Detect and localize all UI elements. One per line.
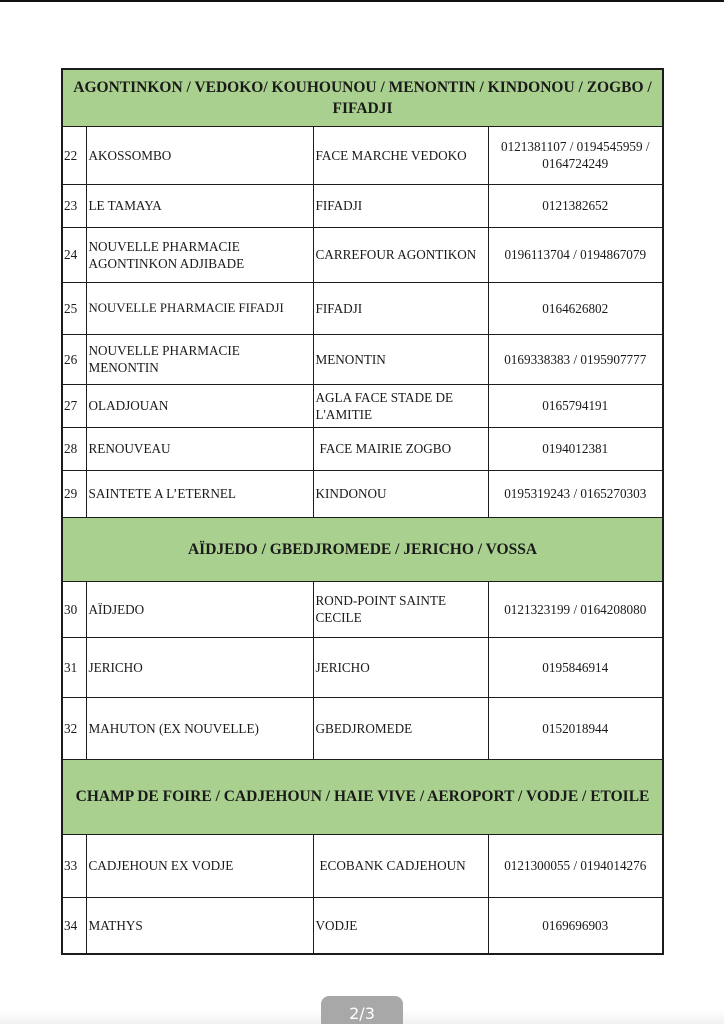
- pharmacy-phone: 0195846914: [488, 637, 663, 697]
- pharmacy-name: MATHYS: [86, 897, 313, 954]
- row-number: 22: [62, 126, 86, 184]
- table-row: [62, 184, 663, 227]
- row-number: 23: [62, 184, 86, 227]
- section-title: CHAMP DE FOIRE / CADJEHOUN / HAIE VIVE / AEROPORT / VODJE / ETOILE: [62, 759, 663, 834]
- table-row: [62, 834, 663, 897]
- pharmacy-location: KINDONOU: [313, 470, 488, 517]
- pharmacy-phone: 0164626802: [488, 282, 663, 334]
- pharmacy-name: JERICHO: [86, 637, 313, 697]
- row-number: 33: [62, 834, 86, 897]
- pharmacy-phone: 0121382652: [488, 184, 663, 227]
- pharmacy-phone: 0196113704 / 0194867079: [488, 227, 663, 282]
- row-number: 29: [62, 470, 86, 517]
- pharmacy-phone: 0152018944: [488, 697, 663, 759]
- pharmacy-name: CADJEHOUN EX VODJE: [86, 834, 313, 897]
- pharmacy-location: FIFADJI: [313, 184, 488, 227]
- section-header: [62, 759, 663, 834]
- row-number: 26: [62, 334, 86, 384]
- row-number: 27: [62, 384, 86, 427]
- row-number: 28: [62, 427, 86, 470]
- pharmacy-phone: 0195319243 / 0165270303: [488, 470, 663, 517]
- table-row: [62, 470, 663, 517]
- top-border: [0, 0, 724, 2]
- pharmacy-name: AKOSSOMBO: [86, 126, 313, 184]
- pharmacy-name: AÏDJEDO: [86, 581, 313, 637]
- pharmacy-phone: 0121323199 / 0164208080: [488, 581, 663, 637]
- pharmacy-location: JERICHO: [313, 637, 488, 697]
- pharmacy-location: ECOBANK CADJEHOUN: [313, 834, 488, 897]
- pharmacy-location: ROND-POINT SAINTE CECILE: [313, 581, 488, 637]
- pharmacy-table: [61, 68, 664, 955]
- pharmacy-phone: 0169338383 / 0195907777: [488, 334, 663, 384]
- pharmacy-name: NOUVELLE PHARMACIE AGONTINKON ADJIBADE: [86, 227, 313, 282]
- table-row: [62, 897, 663, 954]
- pharmacy-name: RENOUVEAU: [86, 427, 313, 470]
- pharmacy-location: MENONTIN: [313, 334, 488, 384]
- pharmacy-phone: 0194012381: [488, 427, 663, 470]
- pharmacy-location: FIFADJI: [313, 282, 488, 334]
- table-row: [62, 384, 663, 427]
- row-number: 31: [62, 637, 86, 697]
- pharmacy-phone: 0165794191: [488, 384, 663, 427]
- pharmacy-name: MAHUTON (EX NOUVELLE): [86, 697, 313, 759]
- pharmacy-phone: 0121381107 / 0194545959 / 0164724249: [488, 126, 663, 184]
- row-number: 24: [62, 227, 86, 282]
- table-row: [62, 227, 663, 282]
- pharmacy-location: AGLA FACE STADE DE L'AMITIE: [313, 384, 488, 427]
- table-row: [62, 282, 663, 334]
- pharmacy-phone: 0169696903: [488, 897, 663, 954]
- pharmacy-name: SAINTETE A L’ETERNEL: [86, 470, 313, 517]
- pharmacy-name: NOUVELLE PHARMACIE FIFADJI: [86, 282, 313, 334]
- page-indicator: 2/3: [321, 996, 403, 1024]
- pharmacy-name: OLADJOUAN: [86, 384, 313, 427]
- pharmacy-location: VODJE: [313, 897, 488, 954]
- section-header: [62, 69, 663, 126]
- pharmacy-name: NOUVELLE PHARMACIE MENONTIN: [86, 334, 313, 384]
- pharmacy-name: LE TAMAYA: [86, 184, 313, 227]
- row-number: 34: [62, 897, 86, 954]
- row-number: 25: [62, 282, 86, 334]
- pharmacy-location: FACE MAIRIE ZOGBO: [313, 427, 488, 470]
- table-row: [62, 126, 663, 184]
- section-title: AÏDJEDO / GBEDJROMEDE / JERICHO / VOSSA: [62, 517, 663, 581]
- table-row: [62, 334, 663, 384]
- pharmacy-location: CARREFOUR AGONTIKON: [313, 227, 488, 282]
- pharmacy-location: GBEDJROMEDE: [313, 697, 488, 759]
- section-header: [62, 517, 663, 581]
- row-number: 32: [62, 697, 86, 759]
- row-number: 30: [62, 581, 86, 637]
- table-row: [62, 637, 663, 697]
- table-row: [62, 427, 663, 470]
- pharmacy-phone: 0121300055 / 0194014276: [488, 834, 663, 897]
- table-row: [62, 697, 663, 759]
- table-row: [62, 581, 663, 637]
- pharmacy-location: FACE MARCHE VEDOKO: [313, 126, 488, 184]
- section-title: AGONTINKON / VEDOKO/ KOUHOUNOU / MENONTIN / KINDONOU / ZOGBO / FIFADJI: [62, 69, 663, 126]
